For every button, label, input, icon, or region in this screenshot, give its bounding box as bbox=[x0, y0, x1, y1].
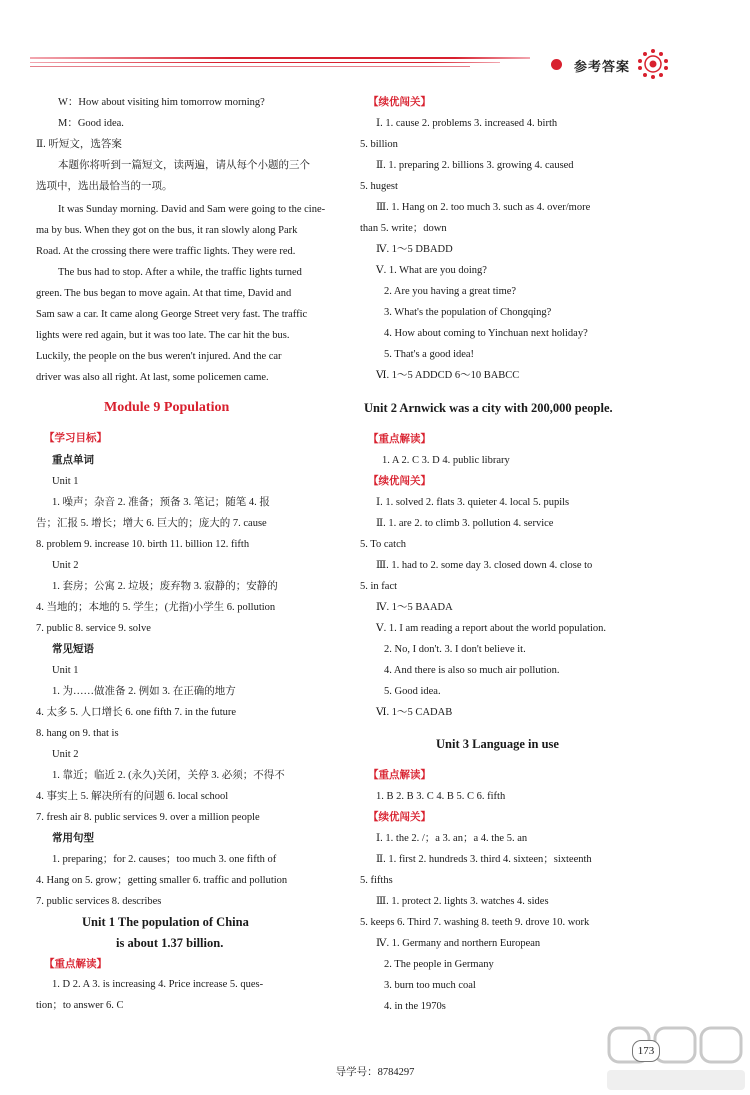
dialogue-line: M：Good idea. bbox=[58, 118, 124, 129]
answer-line: Ⅵ. 1～5 ADDCD 6～10 BABCC bbox=[376, 370, 520, 381]
answer-line: Ⅵ. 1～5 CADAB bbox=[376, 707, 453, 718]
answer-line: 3. What's the population of Chongqing? bbox=[384, 307, 552, 318]
answer-line: Ⅰ. 1. solved 2. flats 3. quieter 4. local 5. pupils bbox=[376, 497, 570, 508]
subheading: 常用句型 bbox=[52, 833, 94, 844]
answer-line: 5. keeps 6. Third 7. washing 8. teeth 9. drove 10. work bbox=[360, 917, 590, 928]
answer-line: tion；to answer 6. C bbox=[36, 1000, 124, 1011]
answer-line: 3. burn too much coal bbox=[384, 980, 476, 991]
header-title: 参考答案 bbox=[574, 59, 631, 74]
paragraph-line: Sam saw a car. It came along George Street very fast. The traffic bbox=[36, 309, 308, 320]
answer-line: Ⅳ. 1～5 BAADA bbox=[376, 602, 453, 613]
module-title: Module 9 Population bbox=[104, 400, 230, 415]
answer-line: 1. A 2. C 3. D 4. public library bbox=[382, 455, 510, 466]
answer-line: 5. billion bbox=[360, 139, 398, 150]
unit-label: Unit 1 bbox=[52, 665, 79, 676]
answer-line: Ⅲ. 1. Hang on 2. too much 3. such as 4. over/more bbox=[376, 202, 591, 213]
unit-heading: Unit 3 Language in use bbox=[436, 737, 559, 751]
flower-logo-icon bbox=[636, 48, 670, 80]
answer-line: 5. in fact bbox=[360, 581, 398, 592]
header-bullet-icon bbox=[551, 59, 562, 70]
answer-line: Ⅲ. 1. protect 2. lights 3. watches 4. sides bbox=[376, 896, 549, 907]
unit-label: Unit 1 bbox=[52, 476, 79, 487]
unit-heading: is about 1.37 billion. bbox=[116, 936, 224, 950]
answer-line: Ⅱ. 1. preparing 2. billions 3. growing 4. caused bbox=[376, 160, 574, 171]
unit-heading: Unit 1 The population of China bbox=[82, 915, 249, 929]
section-tag: 【学习目标】 bbox=[44, 433, 107, 444]
answer-line: Ⅱ. 1. are 2. to climb 3. pollution 4. service bbox=[376, 518, 554, 529]
paragraph-line: It was Sunday morning. David and Sam were going to the cine- bbox=[58, 204, 326, 215]
answer-line: 7. public 8. service 9. solve bbox=[36, 623, 151, 634]
answer-line: Ⅰ. 1. cause 2. problems 3. increased 4. birth bbox=[376, 118, 558, 129]
section-tag: 【续优闯关】 bbox=[368, 476, 431, 487]
answer-line: 1. 噪声；杂音 2. 准备；预备 3. 笔记；随笔 4. 报 bbox=[52, 497, 270, 508]
answer-line: 1. 套房；公寓 2. 垃圾；废弃物 3. 寂静的；安静的 bbox=[52, 581, 278, 592]
paragraph-line: ma by bus. When they got on the bus, it ran slowly along Park bbox=[36, 225, 298, 236]
paragraph-line: Luckily, the people on the bus weren't injured. And the car bbox=[36, 351, 282, 362]
answer-line: Ⅳ. 1～5 DBADD bbox=[376, 244, 453, 255]
answer-line: 5. hugest bbox=[360, 181, 398, 192]
watermark-logo-icon bbox=[603, 1022, 750, 1095]
paragraph-line: driver was also all right. At last, some policemen came. bbox=[36, 372, 269, 383]
answer-line: 2. Are you having a great time? bbox=[384, 286, 517, 297]
answer-line: 4. 当地的；本地的 5. 学生；(尤指)小学生 6. pollution bbox=[36, 602, 276, 613]
answer-line: Ⅴ. 1. What are you doing? bbox=[376, 265, 487, 276]
answer-line: 4. How about coming to Yinchuan next holiday? bbox=[384, 328, 588, 339]
page-number: 173 bbox=[632, 1040, 660, 1062]
answer-line: 4. in the 1970s bbox=[384, 1001, 446, 1012]
section-tag: 【重点解读】 bbox=[44, 959, 107, 970]
dialogue-line: W：How about visiting him tomorrow morning? bbox=[58, 97, 265, 108]
answer-line: 1. D 2. A 3. is increasing 4. Price increase 5. ques- bbox=[52, 979, 264, 990]
paragraph-line: lights were red again, but it was too late. The car hit the bus. bbox=[36, 330, 290, 341]
answer-line: Ⅰ. 1. the 2. /；a 3. an；a 4. the 5. an bbox=[376, 833, 528, 844]
answer-line: 7. fresh air 8. public services 9. over a million people bbox=[36, 812, 260, 823]
guide-number: 导学号：8784297 bbox=[335, 1067, 415, 1078]
answer-line: 告；汇报 5. 增长；增大 6. 巨大的；庞大的 7. cause bbox=[36, 518, 267, 529]
section-heading: Ⅱ. 听短文，选答案 bbox=[36, 139, 122, 150]
answer-line: Ⅳ. 1. Germany and northern European bbox=[376, 938, 541, 949]
answer-line: Ⅴ. 1. I am reading a report about the world population. bbox=[376, 623, 607, 634]
answer-line: 1. preparing；for 2. causes；too much 3. one fifth of bbox=[52, 854, 277, 865]
header-rule bbox=[30, 57, 530, 69]
answer-line: 5. That's a good idea! bbox=[384, 349, 475, 360]
unit-label: Unit 2 bbox=[52, 749, 79, 760]
subheading: 重点单词 bbox=[52, 455, 94, 466]
answer-line: 1. B 2. B 3. C 4. B 5. C 6. fifth bbox=[376, 791, 506, 802]
unit-heading: Unit 2 Arnwick was a city with 200,000 people. bbox=[364, 401, 613, 415]
answer-line: 5. fifths bbox=[360, 875, 393, 886]
answer-line: 5. Good idea. bbox=[384, 686, 441, 697]
subheading: 常见短语 bbox=[52, 644, 94, 655]
section-tag: 【重点解读】 bbox=[368, 770, 431, 781]
answer-line: 5. To catch bbox=[360, 539, 407, 550]
section-tag: 【续优闯关】 bbox=[368, 812, 431, 823]
paragraph-line: Road. At the crossing there were traffic lights. They were red. bbox=[36, 246, 296, 257]
paragraph-line: 本题你将听到一篇短文，读两遍，请从每个小题的三个 bbox=[58, 160, 310, 171]
unit-label: Unit 2 bbox=[52, 560, 79, 571]
answer-line: than 5. write；down bbox=[360, 223, 447, 234]
paragraph-line: The bus had to stop. After a while, the traffic lights turned bbox=[58, 267, 302, 278]
answer-line: 4. 事实上 5. 解决所有的问题 6. local school bbox=[36, 791, 229, 802]
answer-line: 8. hang on 9. that is bbox=[36, 728, 119, 739]
answer-line: 4. Hang on 5. grow；getting smaller 6. traffic and pollution bbox=[36, 875, 288, 886]
answer-line: 8. problem 9. increase 10. birth 11. billion 12. fifth bbox=[36, 539, 250, 550]
paragraph-line: green. The bus began to move again. At that time, David and bbox=[36, 288, 292, 299]
answer-line: 7. public services 8. describes bbox=[36, 896, 162, 907]
answer-line: 1. 为……做准备 2. 例如 3. 在正确的地方 bbox=[52, 686, 236, 697]
section-tag: 【重点解读】 bbox=[368, 434, 431, 445]
answer-line: 1. 靠近；临近 2. (永久)关闭，关停 3. 必须；不得不 bbox=[52, 770, 285, 781]
paragraph-line: 选项中，选出最恰当的一项。 bbox=[36, 181, 173, 192]
answer-line: 4. And there is also so much air pollution. bbox=[384, 665, 560, 676]
answer-line: 4. 太多 5. 人口增长 6. one fifth 7. in the future bbox=[36, 707, 237, 718]
answer-line: Ⅱ. 1. first 2. hundreds 3. third 4. sixteen；sixteenth bbox=[376, 854, 592, 865]
answer-line: 2. The people in Germany bbox=[384, 959, 494, 970]
section-tag: 【续优闯关】 bbox=[368, 97, 431, 108]
answer-line: Ⅲ. 1. had to 2. some day 3. closed down 4. close to bbox=[376, 560, 593, 571]
answer-line: 2. No, I don't. 3. I don't believe it. bbox=[384, 644, 526, 655]
